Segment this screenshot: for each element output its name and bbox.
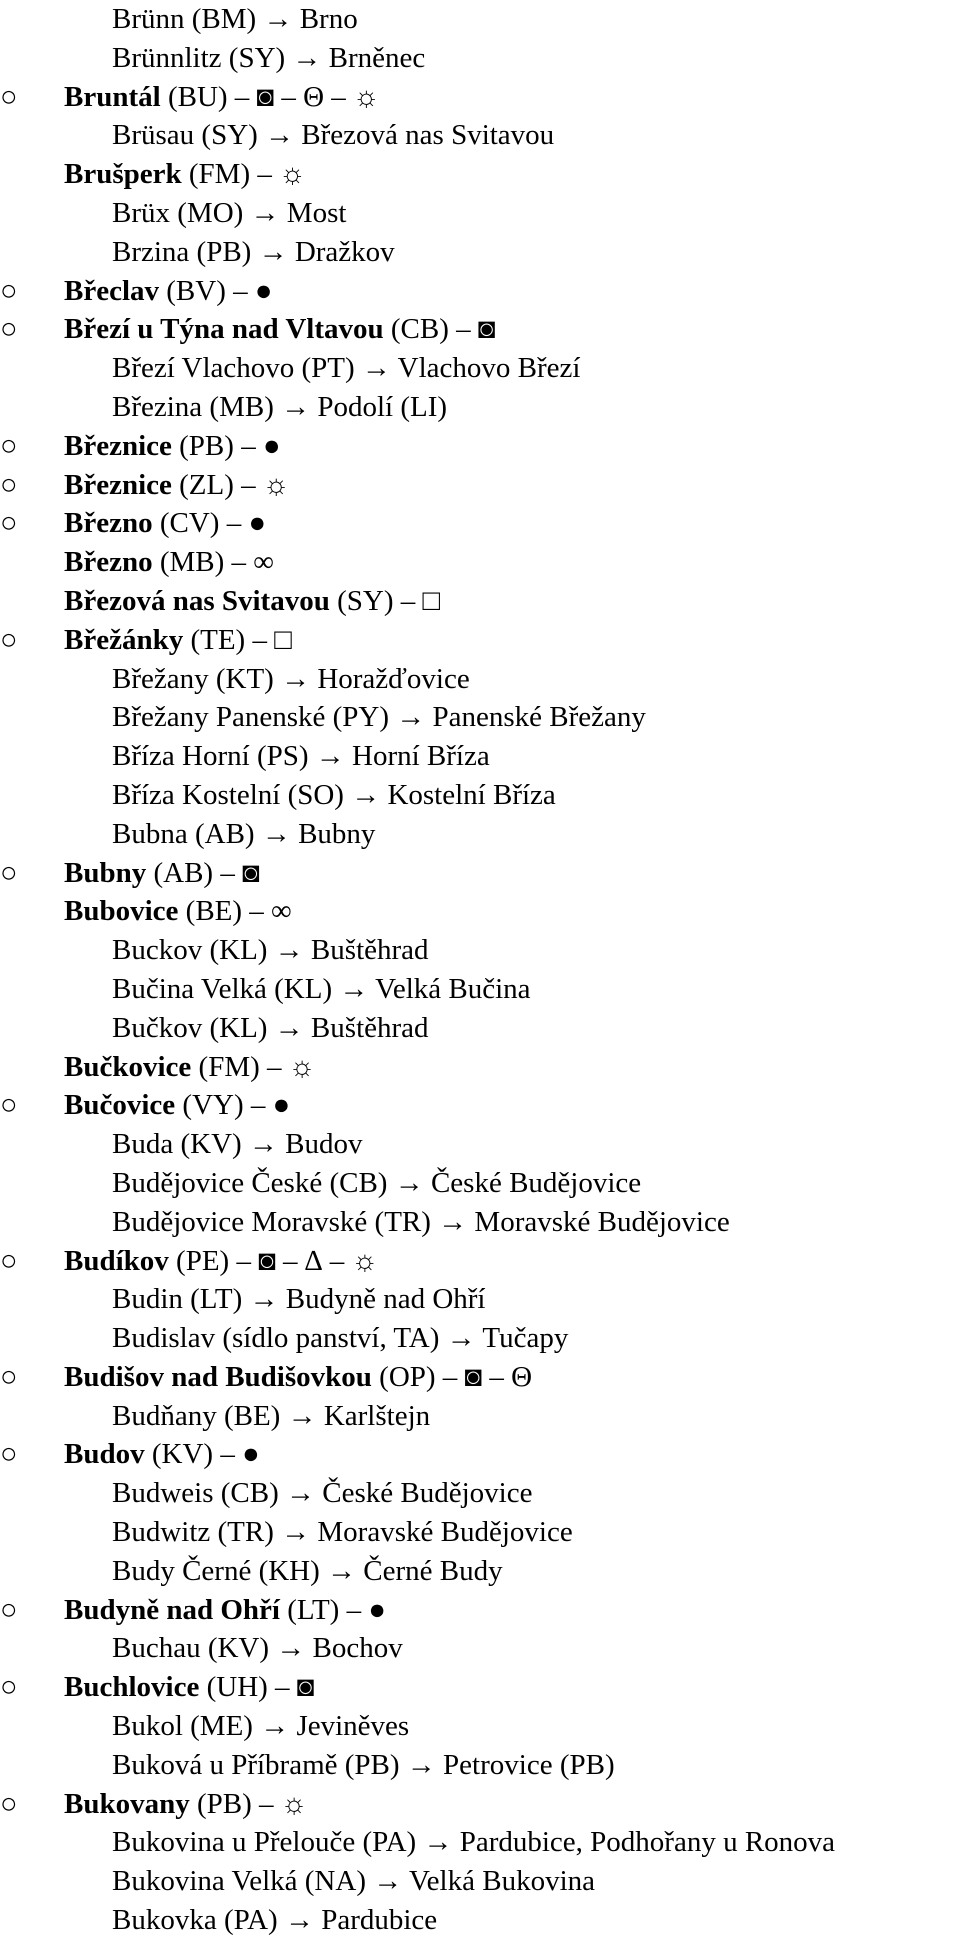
cross-reference — [0, 1203, 960, 1242]
place-entry — [0, 466, 960, 505]
category-symbols: – ◙ — [213, 856, 260, 889]
cross-reference — [0, 1474, 960, 1513]
district-code: (AB) — [146, 856, 214, 889]
district-code: (SY) — [329, 584, 394, 617]
entry-text — [64, 1435, 260, 1474]
district-code: (ZL) — [171, 468, 234, 501]
cross-reference-text: Budweis (CB) → České Budějovice — [112, 1477, 533, 1510]
place-name: Břeclav — [64, 274, 160, 307]
place-entry — [0, 78, 960, 117]
district-code: (FM) — [191, 1050, 260, 1083]
cross-reference — [0, 116, 960, 155]
district-code: (BV) — [159, 274, 226, 307]
cross-reference — [0, 194, 960, 233]
circle-bullet-icon: ○ — [0, 429, 18, 462]
circle-bullet-icon: ○ — [0, 1593, 18, 1626]
circle-bullet-icon: ○ — [0, 1089, 18, 1122]
cross-reference-text: Buckov (KL) → Buštěhrad — [112, 934, 429, 967]
place-name: Březnice — [64, 429, 172, 462]
circle-bullet-icon: ○ — [0, 313, 18, 346]
cross-reference-text: Břežany Panenské (PY) → Panenské Břežany — [112, 701, 646, 734]
cross-reference — [0, 0, 960, 39]
entry-text — [64, 892, 292, 931]
cross-reference-text: Budwitz (TR) → Moravské Budějovice — [112, 1516, 573, 1549]
circle-bullet-icon: ○ — [0, 1671, 18, 1704]
category-symbols: – ☼ — [233, 468, 290, 501]
entry-text — [64, 78, 380, 117]
place-name: Bučkovice — [64, 1050, 192, 1083]
cross-reference-text: Březí Vlachovo (PT) → Vlachovo Březí — [112, 352, 581, 385]
cross-reference — [0, 660, 960, 699]
cross-reference — [0, 1629, 960, 1668]
cross-reference-text: Budislav (sídlo panství, TA) → Tučapy — [112, 1322, 569, 1355]
district-code: (FM) — [181, 158, 251, 191]
place-entry — [0, 892, 960, 931]
district-code: (PB) — [189, 1787, 252, 1820]
cross-reference-text: Budějovice Moravské (TR) → Moravské Budějovice — [112, 1205, 730, 1238]
cross-reference — [0, 970, 960, 1009]
entry-text — [64, 504, 266, 543]
place-name: Bukovany — [64, 1787, 190, 1820]
circle-bullet-icon: ○ — [0, 1244, 18, 1277]
cross-reference — [0, 1397, 960, 1436]
circle-bullet-icon: ○ — [0, 623, 18, 656]
cross-reference — [0, 1901, 960, 1940]
cross-reference-text: Březina (MB) → Podolí (LI) — [112, 390, 448, 423]
cross-reference — [0, 815, 960, 854]
cross-reference-text: Brünn (BM) → Brno — [112, 3, 358, 35]
entry-text — [64, 272, 272, 311]
cross-reference-text: Brüsau (SY) → Březová nas Svitavou — [112, 119, 555, 152]
cross-reference-text: Bříza Horní (PS) → Horní Bříza — [112, 740, 490, 773]
place-entry — [0, 621, 960, 660]
category-symbols: – ∞ — [224, 546, 274, 579]
place-entry — [0, 1086, 960, 1125]
place-entry — [0, 272, 960, 311]
cross-reference-text: Brünnlitz (SY) → Brněnec — [112, 41, 426, 74]
place-name: Břežánky — [64, 623, 184, 656]
entry-text — [64, 1785, 307, 1824]
cross-reference — [0, 1513, 960, 1552]
place-entry — [0, 310, 960, 349]
category-symbols: – ◙ – Θ – ☼ — [227, 80, 380, 113]
place-entry — [0, 155, 960, 194]
cross-reference-text: Buchau (KV) → Bochov — [112, 1632, 403, 1665]
category-symbols: – ◙ — [448, 313, 496, 346]
entry-text — [64, 466, 289, 505]
place-name: Buchlovice — [64, 1671, 200, 1704]
cross-reference-text: Bukovina Velká (NA) → Velká Bukovina — [112, 1865, 596, 1898]
circle-bullet-icon: ○ — [0, 80, 18, 113]
place-name: Bruntál — [64, 80, 161, 113]
cross-reference-text: Bukovina u Přelouče (PA) → Pardubice, Podhořany u Ronova — [112, 1826, 836, 1859]
cross-reference-text: Brüx (MO) → Most — [112, 196, 347, 229]
place-name: Březnice — [64, 468, 172, 501]
place-entry — [0, 1358, 960, 1397]
category-symbols: – ◙ – ∆ – ☼ — [229, 1244, 379, 1277]
district-code: (LT) — [279, 1593, 340, 1626]
category-symbols: – □ — [393, 584, 441, 617]
cross-reference-text: Budy Černé (KH) → Černé Budy — [112, 1554, 503, 1587]
district-code: (UH) — [199, 1671, 268, 1704]
place-name: Bučovice — [64, 1089, 176, 1122]
cross-reference-text: Bučkov (KL) → Buštěhrad — [112, 1011, 429, 1044]
category-symbols: – ∞ — [242, 895, 292, 928]
circle-bullet-icon: ○ — [0, 468, 18, 501]
category-symbols: – ☼ — [250, 158, 306, 191]
cross-reference-text: Břežany (KT) → Horažďovice — [112, 662, 470, 695]
category-symbols: – ◙ — [267, 1671, 315, 1704]
category-symbols: – ● — [219, 507, 266, 540]
circle-bullet-icon: ○ — [0, 1787, 18, 1820]
place-name: Budyně nad Ohří — [64, 1593, 280, 1626]
place-entry — [0, 854, 960, 893]
district-code: (PB) — [171, 429, 234, 462]
place-entry — [0, 1242, 960, 1281]
cross-reference — [0, 39, 960, 78]
cross-reference — [0, 233, 960, 272]
cross-reference — [0, 737, 960, 776]
category-symbols: – ◙ – Θ — [435, 1360, 533, 1393]
place-entry — [0, 1048, 960, 1087]
entry-text — [64, 621, 292, 660]
cross-reference — [0, 388, 960, 427]
cross-reference — [0, 1009, 960, 1048]
place-name: Bubovice — [64, 895, 179, 928]
place-name: Budíkov — [64, 1244, 169, 1277]
district-code: (VY) — [175, 1089, 244, 1122]
district-code: (KV) — [144, 1438, 214, 1471]
place-entry — [0, 543, 960, 582]
place-name: Budišov nad Budišovkou — [64, 1360, 372, 1393]
cross-reference — [0, 698, 960, 737]
entry-text — [64, 427, 280, 466]
place-entry — [0, 1785, 960, 1824]
entry-text — [64, 1358, 532, 1397]
place-name: Budov — [64, 1438, 145, 1471]
district-code: (BU) — [160, 80, 228, 113]
district-code: (OP) — [371, 1360, 436, 1393]
entry-text — [64, 1048, 315, 1087]
category-symbols: – ● — [213, 1438, 260, 1471]
circle-bullet-icon: ○ — [0, 507, 18, 540]
place-name: Březová nas Svitavou — [64, 584, 330, 617]
entry-text — [64, 155, 306, 194]
cross-reference — [0, 1125, 960, 1164]
district-code: (CV) — [152, 507, 220, 540]
circle-bullet-icon: ○ — [0, 856, 18, 889]
entry-text — [64, 854, 260, 893]
entry-text — [64, 1668, 314, 1707]
place-name: Brušperk — [64, 158, 182, 191]
cross-reference — [0, 1164, 960, 1203]
cross-reference-text: Buková u Příbramě (PB) → Petrovice (PB) — [112, 1748, 615, 1781]
cross-reference — [0, 931, 960, 970]
cross-reference — [0, 1319, 960, 1358]
category-symbols: – ● — [225, 274, 273, 307]
category-symbols: – ☼ — [251, 1787, 308, 1820]
cross-reference-text: Budin (LT) → Budyně nad Ohří — [112, 1283, 486, 1316]
cross-reference — [0, 349, 960, 388]
district-code: (BE) — [178, 895, 243, 928]
district-code: (PE) — [168, 1244, 230, 1277]
cross-reference — [0, 1823, 960, 1862]
cross-reference-text: Buda (KV) → Budov — [112, 1128, 363, 1161]
category-symbols: – ● — [339, 1593, 386, 1626]
entry-text — [64, 1242, 378, 1281]
category-symbols: – □ — [245, 623, 292, 656]
district-code: (CB) — [383, 313, 449, 346]
district-code: (MB) — [152, 546, 225, 579]
district-code: (TE) — [183, 623, 246, 656]
entry-text — [64, 310, 495, 349]
place-entry — [0, 504, 960, 543]
place-entry — [0, 1591, 960, 1630]
entry-text — [64, 1591, 386, 1630]
cross-reference — [0, 1707, 960, 1746]
place-entry — [0, 1435, 960, 1474]
cross-reference — [0, 1552, 960, 1591]
place-name: Březno — [64, 507, 153, 540]
place-entry — [0, 427, 960, 466]
cross-reference-text: Bučina Velká (KL) → Velká Bučina — [112, 972, 531, 1005]
cross-reference-text: Bříza Kostelní (SO) → Kostelní Bříza — [112, 778, 556, 811]
place-name: Březno — [64, 546, 153, 579]
cross-reference — [0, 1280, 960, 1319]
cross-reference-text: Brzina (PB) → Dražkov — [112, 235, 395, 268]
category-symbols: – ☼ — [259, 1050, 316, 1083]
cross-reference-text: Bukovka (PA) → Pardubice — [112, 1904, 438, 1937]
circle-bullet-icon: ○ — [0, 1360, 18, 1393]
place-name: Bubny — [64, 856, 147, 889]
entry-text — [64, 1086, 290, 1125]
cross-reference-text: Budějovice České (CB) → České Budějovice — [112, 1166, 642, 1199]
cross-reference — [0, 1862, 960, 1901]
place-entry — [0, 1668, 960, 1707]
cross-reference-text: Budňany (BE) → Karlštejn — [112, 1399, 431, 1432]
place-name: Březí u Týna nad Vltavou — [64, 313, 384, 346]
entry-text — [64, 543, 274, 582]
cross-reference — [0, 1746, 960, 1785]
entry-text — [64, 582, 440, 621]
category-symbols: – ● — [233, 429, 281, 462]
place-entry — [0, 582, 960, 621]
circle-bullet-icon: ○ — [0, 1438, 18, 1471]
category-symbols: – ● — [243, 1089, 291, 1122]
circle-bullet-icon: ○ — [0, 274, 18, 307]
cross-reference-text: Bubna (AB) → Bubny — [112, 817, 376, 850]
cross-reference-text: Bukol (ME) → Jeviněves — [112, 1710, 410, 1743]
cross-reference — [0, 776, 960, 815]
